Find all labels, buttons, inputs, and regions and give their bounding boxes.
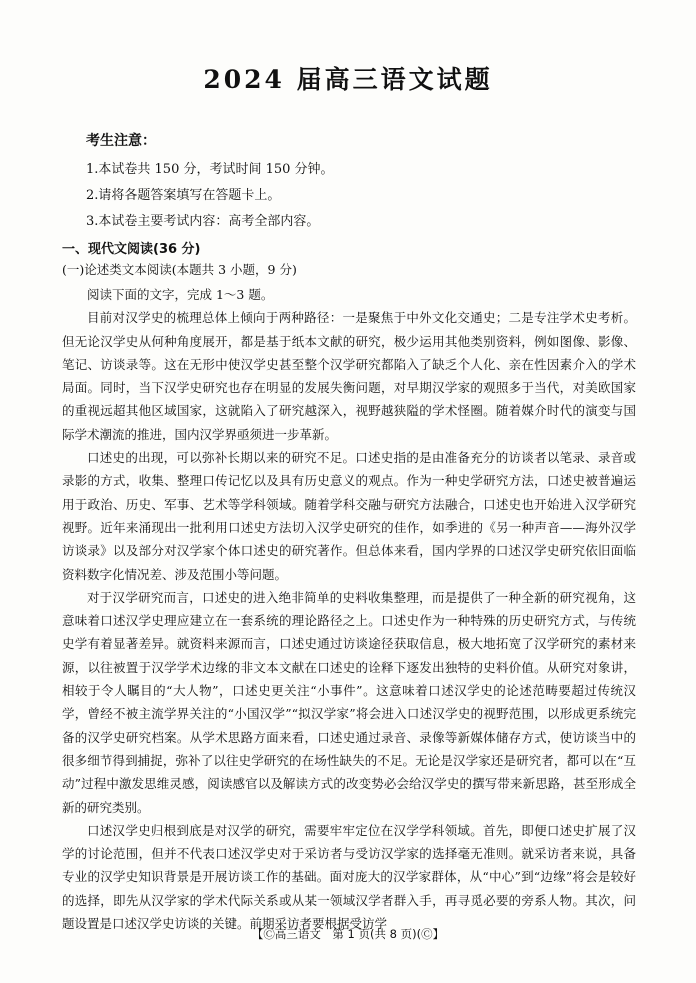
exam-title: 2024 届高三语文试题 xyxy=(203,65,493,94)
reading-passage xyxy=(62,283,636,935)
passage-paragraph: 口述史的出现，可以弥补长期以来的研究不足。口述史指的是由准备充分的访谈者以笔录、录音或录影的方式，收集、整理口传记忆以及具有历史意义的观点。作为一种史学研究方法，口述史被普遍运用于政治、历史、军事、艺术等学科领域。随着学科交融与研究方法融合，口述史也开始进入汉学研究视野。近年来涌现出一批利用口述史方法切入汉学史研究的佳作，如季进的《另一种声音——海外汉学访谈录》以及部分对汉学家个体口述史的研究著作。但总体来看，国内学界的口述汉学史研究依旧面临资料数字化情况差、涉及范围小等问题。 xyxy=(62,450,636,582)
passage-paragraph: 目前对汉学史的梳理总体上倾向于两种路径：一是聚焦于中外文化交通史；二是专注学术史考析。但无论汉学史从何种角度展开，都是基于纸本文献的研究，极少运用其他类别资料，例如图像、影像、笔记、访谈录等。这在无形中使汉学史甚至整个汉学研究都陷入了缺乏个人化、亲在性因素介入的学术局面。同时，当下汉学史研究也存在明显的发展失衡问题，对早期汉学家的观照多于当代，对美欧国家的重视远超其他区域国家，这就陷入了研究越深入，视野越狭隘的学术怪圈。随着媒介时代的演变与国际学术潮流的推进，国内汉学界亟须进一步革新。 xyxy=(62,310,636,442)
notice-item: 2.请将各题答案填写在答题卡上。 xyxy=(86,188,281,203)
notice-item: 1.本试卷共 150 分，考试时间 150 分钟。 xyxy=(86,162,334,177)
reading-instruction: 阅读下面的文字，完成 1～3 题。 xyxy=(87,287,274,302)
passage-paragraph: 口述汉学史归根到底是对汉学的研究，需要牢牢定位在汉学学科领域。首先，即便口述史扩展了汉学的讨论范围，但并不代表口述汉学史对于采访者与受访汉学家的选择毫无准则。就采访者来说，具备专业的汉学史知识背景是开展访谈工作的基础。面对庞大的汉学家群体，从“中心”到“边缘”将会是较好的选择，即先从汉学家的学术代际关系或从某一领域汉学者群入手，再寻觅必要的旁系人物。其次，问题设置是口述汉学史访谈的关键。前期采访者要根据受访学 xyxy=(62,822,636,932)
section-title: 一、现代文阅读(36 分) xyxy=(62,242,201,257)
page-footer: 【Ⓒ高三语文 第 1 页(共 8 页)(Ⓒ】 xyxy=(251,927,445,941)
exam-notice xyxy=(86,130,646,235)
passage-paragraph: 对于汉学研究而言，口述史的进入绝非简单的史料收集整理，而是提供了一种全新的研究视角，这意味着口述汉学史理应建立在一套系统的理论路径之上。口述史作为一种特殊的历史研究方式，与传统史学有着显著差异。就资料来源而言，口述史通过访谈途径获取信息，极大地拓宽了汉学研究的素材来源，以往被置于汉学学术边缘的非文本文献在口述史的诠释下逐发出独特的史料价值。从研究对象讲，相较于令人瞩目的“大人物”，口述史更关注“小事件”。这意味着口述汉学史的论述范畴要超过传统汉学，曾经不被主流学界关注的“小国汉学”“拟汉学家”将会进入口述汉学史的视野范围，以形成更系统完备的汉学史研究档案。从学术思路方面来看，口述史通过录音、录像等新媒体储存方式，使访谈当中的很多细节得到捕捉，弥补了以往史学研究的在场性缺失的不足。无论是汉学家还是研究者，都可以在“互动”过程中激发思维灵感，阅读感官以及解读方式的改变势必会给汉学史的撰写带来新思路，甚至形成全新的研究类别。 xyxy=(62,589,636,815)
notice-heading: 考生注意： xyxy=(86,133,156,149)
subsection-title: (一)论述类文本阅读(本题共 3 小题，9 分) xyxy=(62,262,297,277)
notice-item: 3.本试卷主要考试内容：高考全部内容。 xyxy=(86,214,320,229)
